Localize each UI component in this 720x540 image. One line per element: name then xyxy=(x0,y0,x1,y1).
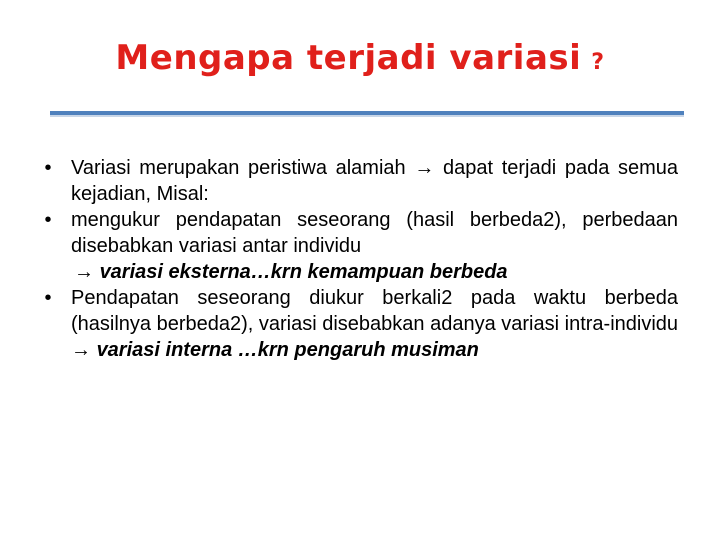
sub-point-text: variasi eksterna…krn kemampuan berbeda xyxy=(99,261,508,283)
arrow-icon: → xyxy=(71,339,91,361)
arrow-icon: → xyxy=(414,157,435,179)
bullet-text: Variasi merupakan peristiwa alamiah xyxy=(71,157,406,179)
bullet-dot: • xyxy=(44,209,52,231)
bullet-dot: • xyxy=(44,157,52,179)
bullet-text-continued: dapat terjadi pada semua kejadian, Misal: xyxy=(71,157,679,205)
bullet-text: Pendapatan seseorang diukur berkali2 pada waktu berbeda (hasilnya berbeda2), variasi disebabkan adanya variasi intra-individu xyxy=(71,287,679,335)
sub-point xyxy=(38,259,678,285)
arrow-icon: → xyxy=(74,261,94,283)
bullet-list xyxy=(38,155,678,363)
title-question-mark: ? xyxy=(591,50,605,75)
slide-title xyxy=(0,38,720,78)
bullet-item-3 xyxy=(38,285,678,363)
bullet-dot: • xyxy=(44,287,52,309)
title-divider-shadow xyxy=(50,115,684,117)
bullet-text: mengukur pendapatan seseorang (hasil berbeda2), perbedaan disebabkan variasi antar individu xyxy=(71,209,678,257)
emphasis-text: variasi interna …krn pengaruh musiman xyxy=(96,339,479,361)
title-text: Mengapa terjadi variasi xyxy=(115,38,582,78)
bullet-item-2 xyxy=(38,207,678,259)
bullet-item-1 xyxy=(38,155,678,207)
